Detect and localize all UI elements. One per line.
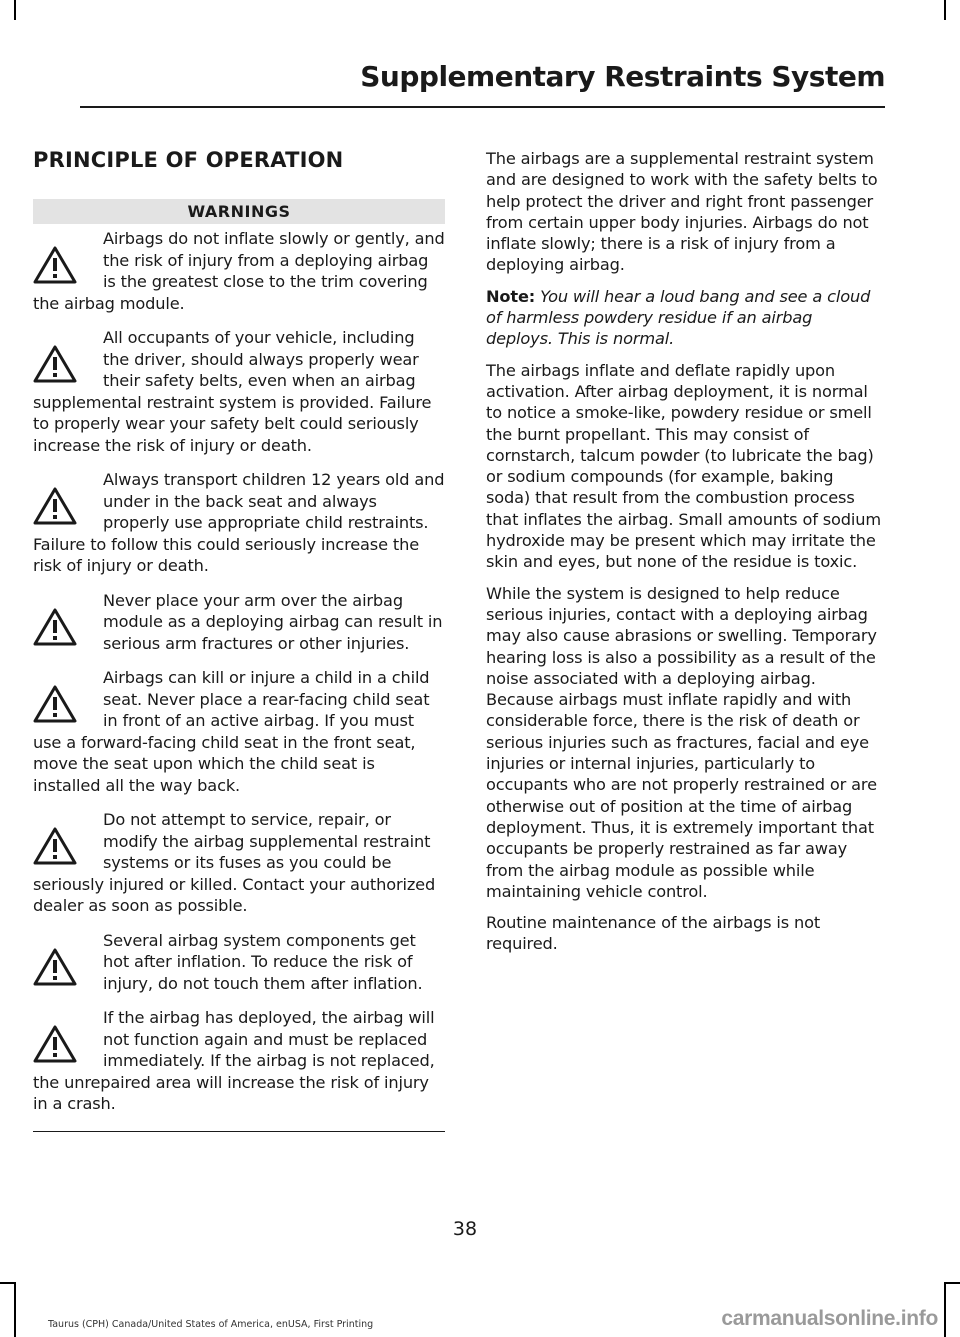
warning-item [33, 1007, 445, 1115]
page-number: 38 [452, 1218, 478, 1240]
edition-footer: Taurus (CPH) Canada/United States of America, enUSA, First Printing [48, 1319, 374, 1330]
warning-triangle-icon [33, 327, 93, 389]
watermark-logo: carmanualsonline.info [721, 1307, 938, 1330]
warning-triangle-icon [33, 809, 93, 871]
warnings-list [33, 228, 445, 1115]
warning-text: Airbags do not inflate slowly or gently, and the risk of injury from a deploying airbag is the greatest close to the trim covering the airbag module. [33, 229, 445, 313]
paragraph-residue: The airbags inflate and deflate rapidly upon activation. After airbag deployment, it is normal to notice a smoke-like, powdery residue or smell the burnt propellant. This may consist of cornstarch, talcum powder (to lubricate the bag) or sodium compounds (for example, baking soda) that result from the combustion process that inflates the airbag. Small amounts of sodium hydroxide may be present which may irritate the skin and eyes, but none of the residue is toxic. [486, 360, 881, 572]
warning-item [33, 930, 445, 995]
paragraph-intro: The airbags are a supplemental restraint system and are designed to work with the safety belts to help protect the driver and right front passenger from certain upper body injuries. Airbags do not inflate slowly; there is a risk of injury from a deploying airbag. [486, 149, 878, 275]
left-column [33, 148, 445, 1132]
paragraph-maintenance: Routine maintenance of the airbags is not required. [486, 913, 821, 954]
warning-text: If the airbag has deployed, the airbag will not function again and must be replaced immediately. If the airbag is not replaced, the unrepaired area will increase the risk of injury in a crash. [33, 1008, 435, 1113]
note-label: Note: [486, 286, 536, 306]
warnings-end-rule [33, 1131, 445, 1132]
right-column [486, 148, 881, 965]
warning-triangle-icon [33, 469, 93, 531]
warning-item [33, 469, 445, 577]
warning-text: Do not attempt to service, repair, or modify the airbag supplemental restraint systems or its fuses as you could be seriously injured or killed. Contact your authorized dealer as soon as possible. [33, 810, 436, 915]
warning-triangle-icon [33, 930, 93, 992]
note-paragraph [486, 286, 881, 350]
warning-item [33, 327, 445, 456]
warning-text: Never place your arm over the airbag module as a deploying airbag can result in serious arm fractures or other injuries. [103, 590, 443, 653]
warning-item [33, 228, 445, 314]
crop-mark-top-right [944, 0, 946, 20]
section-title: PRINCIPLE OF OPERATION [33, 148, 344, 172]
crop-mark-bottom-left-h [0, 1282, 16, 1284]
warning-item [33, 809, 445, 917]
page-header-title: Supplementary Restraints System [360, 60, 885, 93]
warning-triangle-icon [33, 228, 93, 290]
warning-text: Several airbag system components get hot after inflation. To reduce the risk of injury, do not touch them after inflation. [103, 930, 423, 993]
note-text: You will hear a loud bang and see a cloud of harmless powdery residue if an airbag deploys. This is normal. [486, 286, 871, 349]
crop-mark-bottom-left [14, 1282, 16, 1337]
warning-text: All occupants of your vehicle, including the driver, should always properly wear their safety belts, even when an airbag supplemental restraint system is provided. Failure to properly wear your safety belt could seriously increase the risk of injury or death. [33, 328, 432, 455]
header-rule [80, 106, 885, 108]
warning-text: Always transport children 12 years old and under in the back seat and always properly use appropriate child restraints. Failure to follow this could seriously increase the risk of injury or death. [33, 470, 445, 575]
warning-triangle-icon [33, 667, 93, 729]
warnings-heading: WARNINGS [33, 199, 445, 224]
warning-item [33, 590, 445, 655]
warning-triangle-icon [33, 1007, 93, 1069]
paragraph-injuries: While the system is designed to help reduce serious injuries, contact with a deploying airbag may also cause abrasions or swelling. Temporary hearing loss is also a possibility as a result of the noise associated with a deploying airbag. Because airbags must inflate rapidly and with considerable force, there is the risk of death or serious injuries such as fractures, facial and eye injuries or internal injuries, particularly to occupants who are not properly restrained or are otherwise out of position at the time of airbag deployment. Thus, it is extremely important that occupants be properly restrained as far away from the airbag module as possible while maintaining vehicle control. [486, 583, 877, 901]
warning-text: Airbags can kill or injure a child in a child seat. Never place a rear-facing child seat in front of an active airbag. If you must use a forward-facing child seat in the front seat, move the seat upon which the child seat is installed all the way back. [33, 668, 430, 795]
warning-triangle-icon [33, 590, 93, 652]
crop-mark-bottom-right [944, 1282, 946, 1337]
crop-mark-bottom-right-h [944, 1282, 960, 1284]
crop-mark-top-left [14, 0, 16, 20]
warning-item [33, 667, 445, 796]
